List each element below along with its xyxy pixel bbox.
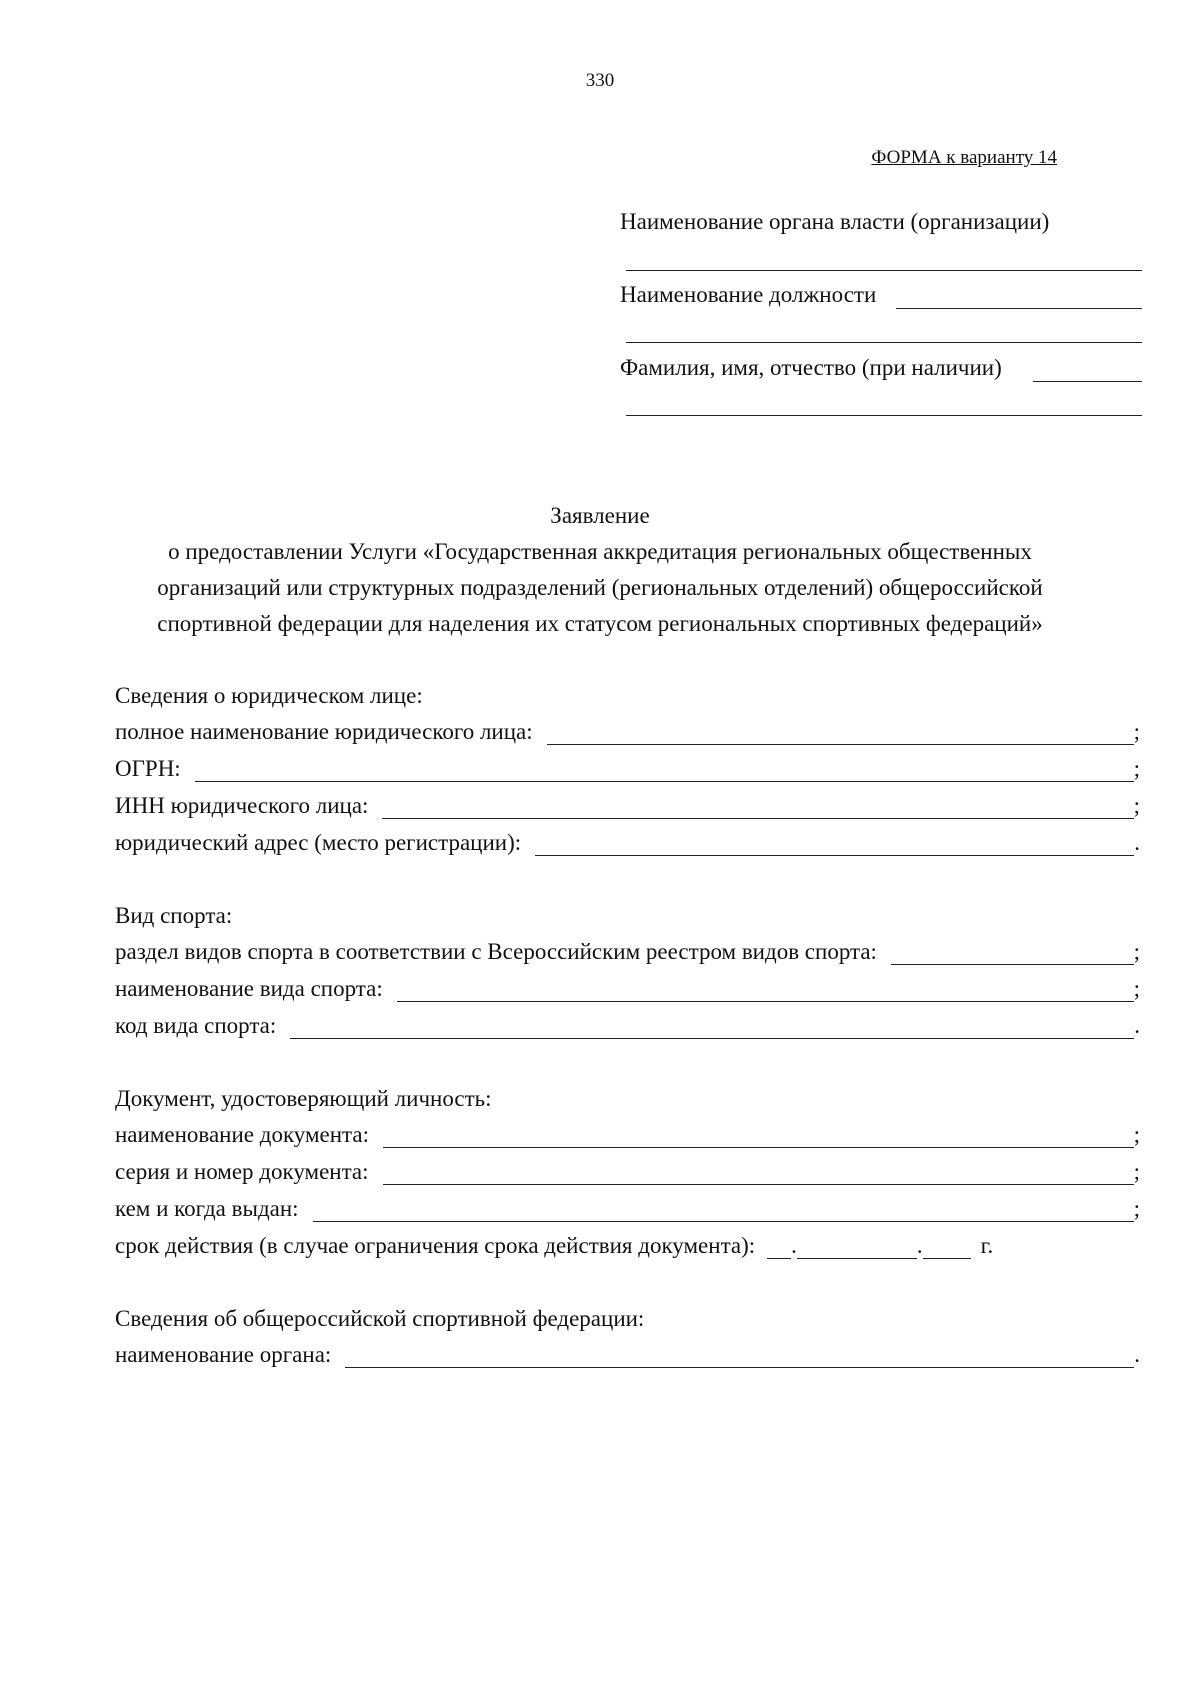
title-line: спортивной федерации для наделения их статусом региональных спортивных федераций» — [157, 611, 1043, 636]
document-issued-by-field: кем и когда выдан: ; — [115, 1196, 1140, 1221]
field-label: полное наименование юридического лица: — [115, 719, 533, 744]
sport-register-section-field: раздел видов спорта в соответствии с Всероссийским реестром видов спорта: ; — [115, 939, 1140, 964]
field-input-line[interactable] — [195, 759, 1134, 782]
sport-name-field: наименование вида спорта: ; — [115, 976, 1140, 1001]
authority-label: Наименование органа власти (организации) — [620, 209, 1050, 234]
field-label: наименование вида спорта: — [115, 976, 383, 1001]
field-label: раздел видов спорта в соответствии с Всероссийским реестром видов спорта: — [115, 939, 877, 964]
federation-heading: Сведения об общероссийской спортивной федерации: — [115, 1306, 645, 1331]
field-input-line[interactable] — [383, 1162, 1134, 1185]
field-input-line[interactable] — [547, 722, 1134, 745]
federation-body-name-field: наименование органа: . — [115, 1342, 1140, 1367]
authority-name-input-line[interactable] — [626, 270, 1142, 271]
legal-entity-heading: Сведения о юридическом лице: — [115, 683, 423, 708]
title-line: организаций или структурных подразделений (региональных отделений) общероссийской — [157, 575, 1043, 600]
full-name-input-line-2[interactable] — [626, 415, 1142, 416]
full-name-input-line[interactable] — [1033, 381, 1142, 382]
legal-entity-full-name-field: полное наименование юридического лица: ; — [115, 719, 1140, 744]
field-input-line[interactable] — [313, 1199, 1134, 1222]
field-input-line[interactable] — [397, 979, 1134, 1002]
position-label: Наименование должности — [620, 282, 877, 307]
full-name-label: Фамилия, имя, отчество (при наличии) — [620, 355, 1002, 380]
validity-day-input[interactable] — [767, 1236, 791, 1259]
document-series-number-field: серия и номер документа: ; — [115, 1159, 1140, 1184]
title-heading: Заявление — [550, 503, 650, 528]
page-number: 330 — [585, 70, 615, 91]
field-input-line[interactable] — [891, 942, 1134, 965]
legal-address-field: юридический адрес (место регистрации): . — [115, 830, 1140, 855]
position-input-line-2[interactable] — [626, 342, 1142, 343]
title-line: о предоставлении Услуги «Государственная аккредитация региональных общественных — [168, 539, 1032, 564]
field-label: наименование органа: — [115, 1342, 332, 1367]
document-validity-field: срок действия (в случае ограничения срока действия документа): . . г. — [115, 1233, 994, 1258]
field-label: кем и когда выдан: — [115, 1196, 299, 1221]
field-label: серия и номер документа: — [115, 1159, 369, 1184]
ogrn-field: ОГРН: ; — [115, 756, 1140, 781]
position-input-line[interactable] — [896, 308, 1142, 309]
sport-heading: Вид спорта: — [115, 903, 233, 928]
sport-code-field: код вида спорта: . — [115, 1013, 1140, 1038]
inn-field: ИНН юридического лица: ; — [115, 793, 1140, 818]
field-label: юридический адрес (место регистрации): — [115, 830, 522, 855]
field-input-line[interactable] — [345, 1345, 1134, 1368]
field-label: ОГРН: — [115, 756, 181, 781]
field-label: ИНН юридического лица: — [115, 793, 369, 818]
field-input-line[interactable] — [290, 1016, 1134, 1039]
identity-document-heading: Документ, удостоверяющий личность: — [115, 1086, 492, 1111]
document-title — [0, 498, 1200, 642]
field-label: срок действия (в случае ограничения срока действия документа): — [115, 1233, 756, 1258]
field-label: код вида спорта: — [115, 1013, 277, 1038]
field-input-line[interactable] — [383, 1125, 1134, 1148]
document-name-field: наименование документа: ; — [115, 1122, 1140, 1147]
field-label: наименование документа: — [115, 1122, 369, 1147]
field-input-line[interactable] — [535, 833, 1134, 856]
field-input-line[interactable] — [382, 796, 1133, 819]
validity-month-input[interactable] — [797, 1236, 917, 1259]
validity-year-input[interactable] — [923, 1236, 971, 1259]
form-reference: ФОРМА к варианту 14 — [871, 147, 1057, 168]
